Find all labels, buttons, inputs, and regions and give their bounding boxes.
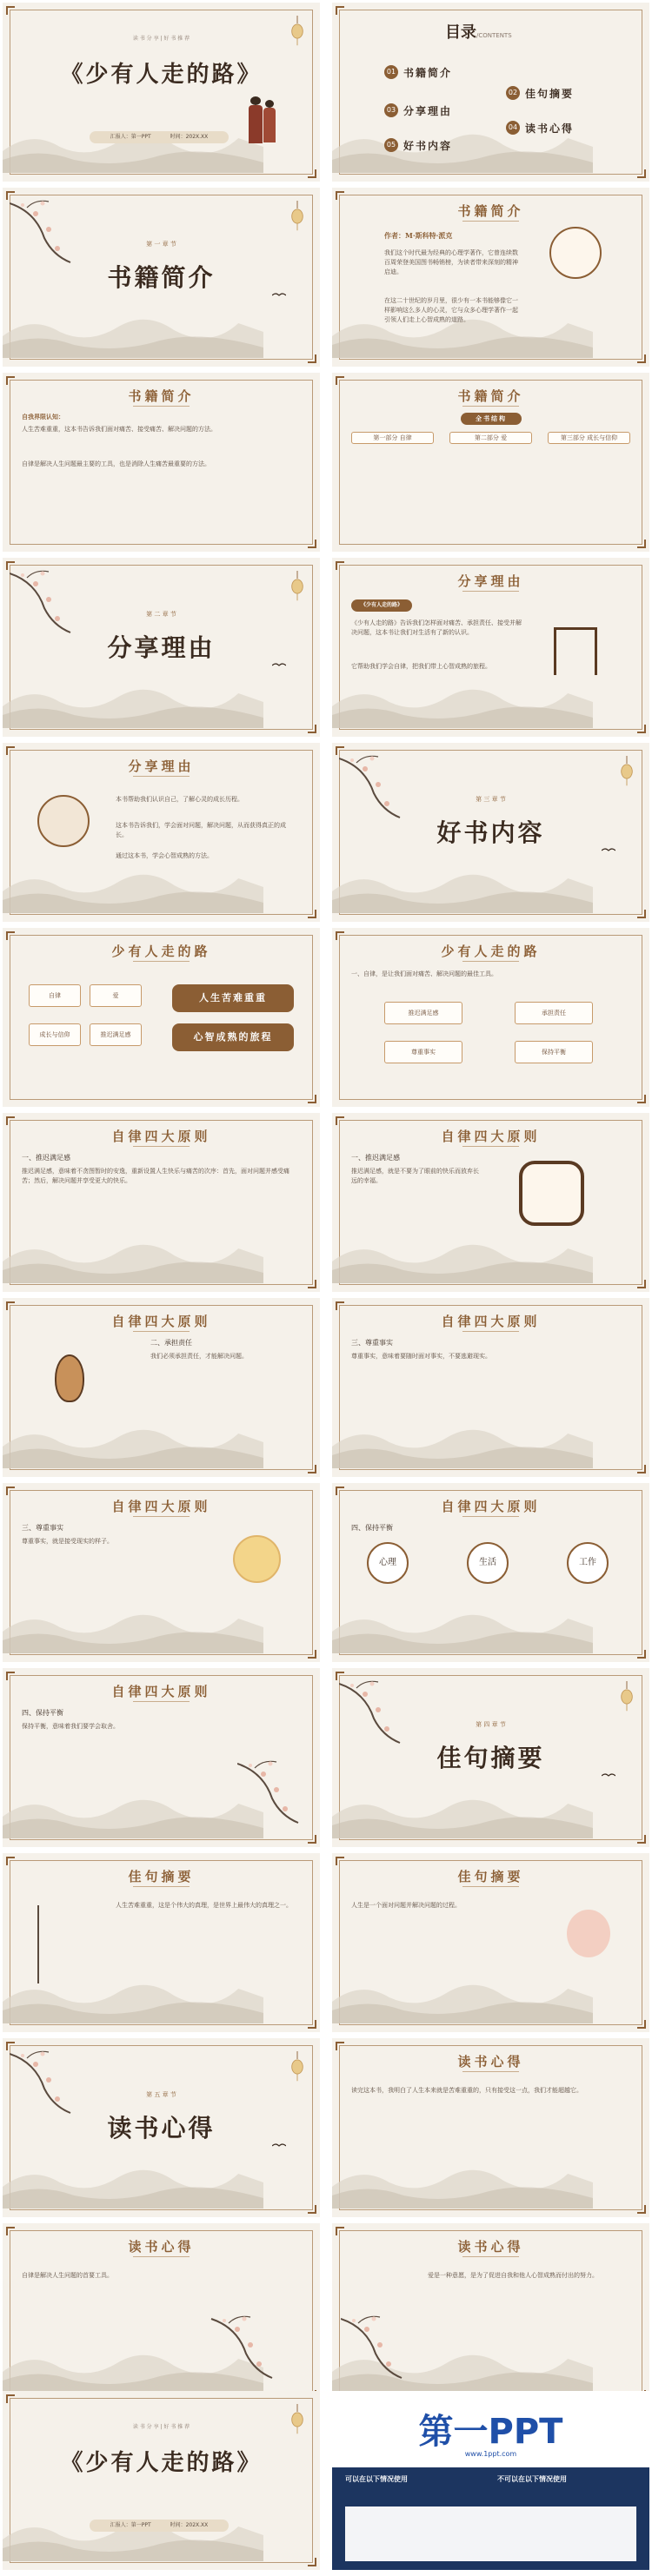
heading-divider: [462, 1146, 519, 1147]
slide-intro[interactable]: [332, 188, 649, 367]
slide-rule-2[interactable]: [332, 1113, 649, 1292]
note-body: 自律是解决人生问题的首要工具。: [22, 2272, 113, 2279]
slide-end[interactable]: [3, 2391, 320, 2570]
slide-heading: 分享理由: [128, 758, 195, 774]
slide-chapter-4[interactable]: [332, 1668, 649, 1847]
heading-divider: [133, 961, 190, 962]
slide-rule-1[interactable]: [3, 1113, 320, 1292]
pipa-icon: [55, 1354, 84, 1402]
share2-bullet-1: 本书帮助我们认识自己，了解心灵的成长历程。: [116, 796, 243, 803]
balance-circle-1: 心理: [367, 1542, 409, 1584]
mountains-bg: [332, 1222, 593, 1283]
slide-heading: 自律四大原则: [111, 1314, 211, 1329]
intro2-paragraph-2: 自律是解决人生问题最主要的工具，也是消除人生痛苦最重要的方法。: [22, 460, 210, 467]
share2-bullet-3: 通过这本书，学会心智成熟的方法。: [116, 852, 213, 859]
usage-links: [345, 2506, 636, 2561]
heading-divider: [133, 2256, 190, 2257]
mountains-bg: [3, 667, 263, 728]
toc-num-2: 02: [506, 86, 520, 100]
lantern-icon: [289, 2404, 305, 2435]
heading-divider: [462, 2071, 519, 2072]
cover-date: 时间：202X.XX: [170, 134, 209, 140]
slide-heading: 自律四大原则: [441, 1314, 541, 1329]
rule-body: 保持平衡，意味着我们要学会取舍。: [22, 1723, 119, 1730]
heading-divider: [462, 961, 519, 962]
slide-heading: 读书心得: [457, 2239, 524, 2255]
cover-top-line: 读 书 分 享 | 好 书 推 荐: [132, 36, 190, 42]
rule-subheading: 一、推迟满足感: [22, 1154, 70, 1162]
share-paragraph-1: 《少有人走的路》告诉我们怎样面对痛苦、承担责任、接受并解决问题，这本书让我们对生活有了新的认识。: [351, 619, 522, 636]
rule-body: 尊重事实，意味着要随时面对事实，不要逃避现实。: [351, 1353, 491, 1360]
slide-rule-6[interactable]: [332, 1483, 649, 1662]
branch-icon: [203, 2310, 289, 2380]
heading-divider: [133, 1516, 190, 1517]
cover-title: 《少有人走的路》: [60, 62, 263, 88]
branch-icon: [341, 2310, 410, 2380]
slide-heading: 自律四大原则: [441, 1129, 541, 1144]
slide-quote-2[interactable]: [332, 1853, 649, 2032]
slide-toc[interactable]: [332, 3, 649, 182]
chapter-label: 第 三 章 节: [476, 796, 506, 803]
branch-icon: [339, 1675, 409, 1745]
slide-chapter-1[interactable]: [3, 188, 320, 367]
slide-note-3[interactable]: [332, 2223, 649, 2402]
intro-paragraph-2: 在这二十世纪的岁月里，很少有一本书能够像它一样影响这么多人的心灵，它与众多心理学著作一起引领人们走上心智成熟的道路。: [384, 297, 518, 323]
heading-divider: [133, 406, 190, 407]
structure-col-2: 第二部分 爱: [449, 432, 532, 444]
mountains-bg: [332, 1407, 593, 1468]
heading-divider: [462, 1516, 519, 1517]
quote-body: 人生是一个面对问题并解决问题的过程。: [351, 1902, 461, 1909]
slide-heading: 自律四大原则: [441, 1499, 541, 1514]
rule-box-3: 尊重事实: [384, 1041, 462, 1063]
content-tag-3: 成长与信仰: [29, 1023, 81, 1046]
content-tag-2: 爱: [90, 984, 142, 1007]
end-top-line: 读 书 分 享 | 好 书 推 荐: [132, 2424, 190, 2430]
branch-icon: [10, 565, 79, 634]
slide-intro-3[interactable]: [332, 373, 649, 552]
slide-heading: 书籍简介: [128, 388, 195, 404]
heading-divider: [133, 1331, 190, 1332]
content-tag-4: 推迟满足感: [90, 1023, 142, 1046]
slide-share-2[interactable]: [3, 743, 320, 922]
content-pill-1: 人生苦难重重: [172, 984, 294, 1012]
content-pill-2: 心智成熟的旅程: [172, 1023, 294, 1051]
lantern-icon: [289, 201, 305, 232]
rule-body: 推迟满足感，就是不要为了眼前的快乐而放弃长远的幸福。: [351, 1168, 479, 1184]
presenter-pill: [90, 2520, 229, 2532]
toc-item-4[interactable]: 读书心得: [525, 123, 575, 135]
slide-share[interactable]: [332, 558, 649, 737]
branch-icon: [10, 195, 79, 264]
mountains-bg: [332, 667, 593, 728]
intro-paragraph-1: 我们这个时代最为经典的心理学著作，它曾连续数百周荣登美国图书畅销榜，为读者带来深刻的精神启迪。: [384, 249, 518, 275]
toc-num-4: 04: [506, 121, 520, 135]
slide-heading: 分享理由: [457, 573, 524, 589]
rule-subheading: 三、尊重事实: [351, 1339, 393, 1347]
mountains-bg: [332, 1963, 593, 2023]
structure-col-3: 第三部分 成长与信仰: [548, 432, 630, 444]
slide-content-1[interactable]: [3, 928, 320, 1107]
toc-num-3: 03: [384, 103, 398, 117]
heading-divider: [462, 591, 519, 592]
heading-divider: [462, 1886, 519, 1887]
mountains-bg: [3, 297, 263, 358]
structure-col-1: 第一部分 自律: [351, 432, 434, 444]
quote-body: 人生苦难重重，这是个伟大的真理，是世界上最伟大的真理之一。: [116, 1902, 292, 1909]
monks-figure: [250, 96, 276, 149]
slide-quote-1[interactable]: [3, 1853, 320, 2032]
share-tag: 《少有人走的路》: [351, 599, 412, 612]
end-title: 《少有人走的路》: [60, 2450, 263, 2476]
lantern-icon: [289, 16, 305, 47]
toc-title: 目录/CONTENTS: [445, 23, 512, 42]
heading-divider: [462, 406, 519, 407]
balance-circle-3: 工作: [567, 1542, 609, 1584]
mountains-bg: [332, 2148, 593, 2208]
slide-heading: 自律四大原则: [111, 1129, 211, 1144]
chapter-label: 第 二 章 节: [146, 611, 176, 618]
lantern-icon: [289, 571, 305, 602]
chapter-label: 第 五 章 节: [146, 2091, 176, 2098]
mountains-bg: [332, 1778, 593, 1838]
flower-icon: [567, 1910, 610, 1957]
slide-intro-2[interactable]: [3, 373, 320, 552]
slide-rule-3[interactable]: [3, 1298, 320, 1477]
branch-icon: [10, 2045, 79, 2115]
mountains-bg: [3, 2148, 263, 2208]
slide-heading: 少有人走的路: [441, 944, 541, 959]
toc-num-1: 01: [384, 65, 398, 79]
slide-heading: 书籍简介: [457, 203, 524, 219]
mountains-bg: [3, 1593, 263, 1653]
brand-url[interactable]: www.1ppt.com: [464, 2450, 517, 2458]
slide-note-2[interactable]: [3, 2223, 320, 2402]
toc-item-1[interactable]: 书籍简介: [403, 67, 453, 79]
heading-divider: [133, 1146, 190, 1147]
rule-body: 我们必须承担责任，才能解决问题。: [150, 1353, 248, 1360]
lantern-icon: [289, 2051, 305, 2083]
share2-bullet-2: 这本书告诉我们，学会面对问题，解决问题，从而获得真正的成长。: [116, 822, 286, 838]
toc-item-2[interactable]: 佳句摘要: [525, 88, 575, 100]
heading-divider: [133, 1886, 190, 1887]
fan-icon: [549, 227, 602, 279]
usage-right-title: 不可以在以下情况使用: [497, 2475, 567, 2483]
note-body: 爱是一种意愿，是为了促进自我和他人心智成熟而付出的努力。: [428, 2272, 598, 2279]
rule-box-2: 承担责任: [515, 1002, 593, 1024]
structure-tag: 全书结构: [461, 413, 522, 425]
slide-cover[interactable]: [3, 3, 320, 182]
slide-chapter-2[interactable]: [3, 558, 320, 737]
mountains-bg: [3, 1222, 263, 1283]
brand-logo: 第一PPT: [418, 2412, 563, 2452]
mountains-bg: [3, 1407, 263, 1468]
octagon-window-icon: [519, 1161, 584, 1226]
slide-heading: 佳句摘要: [128, 1869, 195, 1884]
toc-item-3[interactable]: 分享理由: [403, 105, 453, 117]
usage-panel: [332, 2467, 649, 2570]
slide-heading: 读书心得: [128, 2239, 195, 2255]
rule-subheading: 三、尊重事实: [22, 1524, 63, 1532]
chapter-label: 第 四 章 节: [476, 1721, 506, 1728]
rule-subheading: 四、保持平衡: [351, 1524, 393, 1532]
heading-divider: [133, 1701, 190, 1702]
intro2-paragraph-1: 人生苦难重重，这本书告诉我们面对痛苦、接受痛苦、解决问题的方法。: [22, 426, 216, 433]
lantern-icon: [619, 756, 635, 787]
slide-rule-5[interactable]: [3, 1483, 320, 1662]
heading-divider: [462, 221, 519, 222]
slide-brand[interactable]: [332, 2391, 649, 2570]
chapter-title: 读书心得: [107, 2114, 216, 2142]
balance-circle-2: 生活: [467, 1542, 509, 1584]
toc-item-5[interactable]: 好书内容: [403, 140, 453, 152]
intro2-lead: 自我界限认知：: [22, 414, 64, 421]
chapter-title: 佳句摘要: [436, 1744, 545, 1772]
slide-content-2[interactable]: [332, 928, 649, 1107]
lotus-circle: [233, 1535, 281, 1583]
presenter: 汇报人：第一PPT: [110, 134, 151, 140]
usage-left-title: 可以在以下情况使用: [345, 2475, 408, 2483]
slide-heading: 自律四大原则: [111, 1684, 211, 1699]
slide-heading: 书籍简介: [457, 388, 524, 404]
mountains-bg: [3, 1778, 263, 1838]
content2-intro: 一、自律，是让我们面对痛苦、解决问题的最佳工具。: [351, 970, 497, 977]
rule-box-4: 保持平衡: [515, 1041, 593, 1063]
rule-subheading: 四、保持平衡: [22, 1709, 63, 1717]
branch-icon: [339, 750, 409, 819]
lantern-icon: [619, 1681, 635, 1712]
rule-body: 尊重事实，就是接受现实的样子。: [22, 1538, 113, 1545]
rule-subheading: 一、推迟满足感: [351, 1154, 400, 1162]
painting-circle: [37, 795, 90, 847]
end-date: 时间：202X.XX: [170, 2522, 209, 2528]
slide-chapter-5[interactable]: [3, 2038, 320, 2217]
author-line: 作者：M·斯科特·派克: [384, 231, 453, 240]
presenter-pill: [90, 131, 229, 143]
slide-chapter-3[interactable]: [332, 743, 649, 922]
slide-heading: 佳句摘要: [457, 1869, 524, 1884]
loom-icon: [554, 627, 597, 675]
chapter-title: 分享理由: [107, 633, 216, 662]
heading-divider: [133, 776, 190, 777]
slide-rule-4[interactable]: [332, 1298, 649, 1477]
chapter-title: 书籍简介: [107, 263, 216, 292]
content-tag-1: 自律: [29, 984, 81, 1007]
presenter: 汇报人：第一PPT: [110, 2522, 151, 2528]
slide-note-1[interactable]: [332, 2038, 649, 2217]
mountains-bg: [332, 1593, 593, 1653]
share-paragraph-2: 它帮助我们学会自律，把我们带上心智成熟的旅程。: [351, 663, 491, 670]
note-body: 读完这本书，我明白了人生本来就是苦难重重的，只有接受这一点，我们才能超越它。: [351, 2087, 582, 2094]
slide-heading: 自律四大原则: [111, 1499, 211, 1514]
branch-icon: [237, 1755, 307, 1824]
slide-rule-7[interactable]: [3, 1668, 320, 1847]
mountains-bg: [332, 852, 593, 913]
chapter-label: 第 一 章 节: [146, 241, 176, 248]
flower-vase-icon: [37, 1905, 72, 1983]
heading-divider: [462, 1331, 519, 1332]
rule-subheading: 二、承担责任: [150, 1339, 192, 1347]
rule-box-1: 推迟满足感: [384, 1002, 462, 1024]
rule-body: 推迟满足感，意味着不贪图暂时的安逸，重新设置人生快乐与痛苦的次序：首先，面对问题并感受痛苦；然后，解决问题并享受更大的快乐。: [22, 1168, 289, 1184]
chapter-title: 好书内容: [436, 818, 545, 847]
toc-num-5: 05: [384, 138, 398, 152]
slide-heading: 读书心得: [457, 2054, 524, 2069]
slide-heading: 少有人走的路: [111, 944, 211, 959]
heading-divider: [462, 2256, 519, 2257]
mountains-bg: [3, 852, 263, 913]
